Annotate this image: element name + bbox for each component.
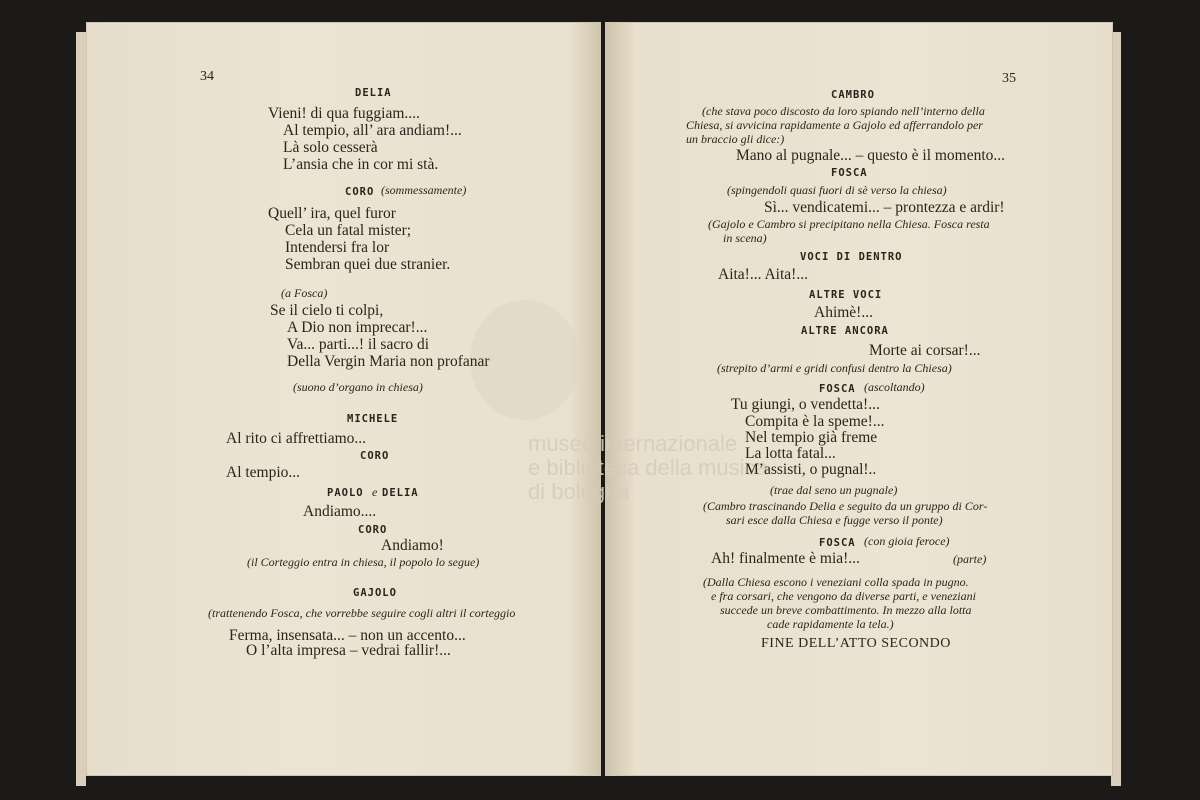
verse-line: Vieni! di qua fuggiam.... (268, 105, 420, 122)
stage-direction: (con gioia feroce) (864, 534, 950, 548)
verse-line: Intendersi fra lor (285, 239, 390, 256)
verse-line: Al tempio, all’ ara andiam!... (283, 122, 462, 139)
stage-direction: (parte) (953, 552, 987, 566)
verse-line: Aita!... Aita!... (718, 266, 808, 283)
verse-line: Morte ai corsar!... (869, 342, 981, 359)
stage-direction: (che stava poco discosto da loro spiando nell’interno della (702, 104, 985, 118)
speaker-delia: DELIA (382, 487, 419, 499)
verse-line: Va... parti...! il sacro di (287, 336, 430, 353)
verse-line: Sembran quei due stranier. (285, 256, 451, 273)
verse-line: Quell’ ira, quel furor (268, 205, 396, 222)
verse-line: Andiamo.... (303, 503, 377, 520)
verse-line: Là solo cesserà (283, 139, 378, 156)
speaker-voci: VOCI DI DENTRO (800, 251, 903, 263)
stage-direction: cade rapidamente la tela.) (767, 617, 894, 631)
stage-direction: sari esce dalla Chiesa e fugge verso il ponte) (726, 513, 943, 527)
speaker-delia: DELIA (355, 87, 392, 99)
verse-line: Andiamo! (381, 537, 444, 554)
verse-line: L’ansia che in cor mi stà. (283, 156, 439, 173)
verse-line: Tu giungi, o vendetta!... (731, 396, 880, 413)
stage-direction: (Cambro trascinando Delia e seguito da un gruppo di Cor- (703, 499, 988, 513)
verse-line: Mano al pugnale... – questo è il momento... (736, 147, 1006, 164)
speaker-paolo: PAOLO (327, 487, 364, 499)
verse-line: Al tempio... (226, 464, 301, 481)
stage-direction: (sommessamente) (381, 183, 467, 197)
stage-direction: (Gajolo e Cambro si precipitano nella Chiesa. Fosca resta (708, 217, 990, 231)
speaker-altre-voci: ALTRE VOCI (809, 289, 883, 301)
page-number-left: 34 (200, 69, 214, 84)
stage-direction: (strepito d’armi e gridi confusi dentro la Chiesa) (717, 361, 952, 375)
speaker-coro: CORO (345, 186, 375, 198)
verse-line: Ah! finalmente è mia!... (711, 550, 860, 567)
verse-line: Ahimè!... (814, 304, 873, 321)
stage-direction: Chiesa, si avvicina rapidamente a Gajolo ed afferrandolo per (686, 118, 983, 132)
page-number-right: 35 (1002, 71, 1016, 86)
verse-line: Cela un fatal mister; (285, 222, 412, 239)
verse-line: A Dio non imprecar!... (287, 319, 428, 336)
speaker-fosca: FOSCA (819, 383, 856, 395)
stage-direction: (Dalla Chiesa escono i veneziani colla spada in pugno. (703, 575, 969, 589)
speaker-altre-ancora: ALTRE ANCORA (801, 325, 889, 337)
speaker-cambro: CAMBRO (831, 89, 875, 101)
speaker-gajolo: GAJOLO (353, 587, 397, 599)
speaker-fosca: FOSCA (831, 167, 868, 179)
conjunction: e (372, 485, 378, 499)
verse-line: Della Vergin Maria non profanar (287, 353, 490, 370)
act-end-title: FINE DELL’ATTO SECONDO (761, 636, 951, 651)
stage-direction: (il Corteggio entra in chiesa, il popolo lo segue) (247, 555, 480, 569)
verse-line: Sì... vendicatemi... – prontezza e ardir! (764, 199, 1005, 216)
speaker-coro: CORO (360, 450, 390, 462)
stage-direction: (ascoltando) (864, 380, 925, 394)
verse-line: O l’alta impresa – vedrai fallir!... (246, 642, 451, 659)
watermark-text: museo internazionale e biblioteca della musica di bologna (528, 431, 768, 504)
stage-direction: in scena) (723, 231, 767, 245)
verse-line: La lotta fatal... (745, 445, 836, 462)
verse-line: Compita è la speme!... (745, 413, 885, 430)
speaker-fosca: FOSCA (819, 537, 856, 549)
verse-line: Nel tempio già freme (745, 429, 878, 446)
stage-direction: un braccio gli dice:) (686, 132, 785, 146)
stage-direction: (trae dal seno un pugnale) (770, 483, 898, 497)
stage-direction: succede un breve combattimento. In mezzo alla lotta (720, 603, 972, 617)
verse-line: Al rito ci affrettiamo... (226, 430, 367, 447)
verse-line: Ferma, insensata... – non un accento... (229, 627, 466, 644)
verse-line: Se il cielo ti colpi, (270, 302, 384, 319)
speaker-michele: MICHELE (347, 413, 399, 425)
verse-line: M’assisti, o pugnal!.. (745, 461, 877, 478)
speaker-coro: CORO (358, 524, 388, 536)
page-edge-left (76, 32, 86, 786)
stage-direction: (a Fosca) (281, 286, 328, 300)
stage-direction: (trattenendo Fosca, che vorrebbe seguire cogli altri il corteggio (208, 606, 516, 620)
stage-direction: (suono d’organo in chiesa) (293, 380, 423, 394)
stage-direction: (spingendoli quasi fuori di sè verso la chiesa) (727, 183, 947, 197)
stage-direction: e fra corsari, che vengono da diverse parti, e veneziani (711, 589, 976, 603)
